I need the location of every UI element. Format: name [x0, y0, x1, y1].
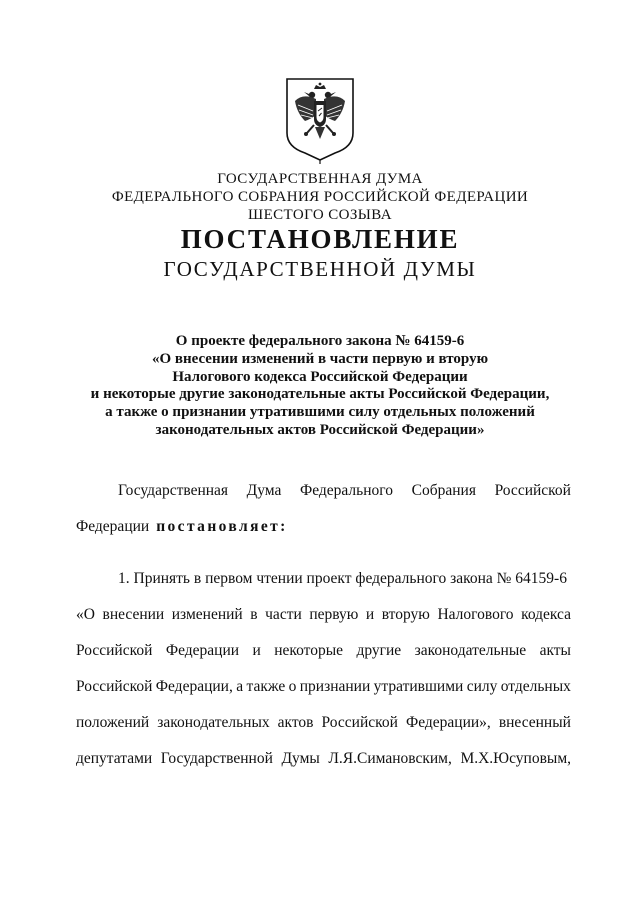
- word: Федерации,: [155, 678, 233, 695]
- word: Думы: [281, 750, 320, 767]
- word: Дума: [246, 482, 282, 499]
- word: Российской: [76, 642, 153, 659]
- word: силу: [466, 678, 498, 695]
- item-1-line-1: [76, 561, 571, 597]
- preamble-line-2: [76, 509, 571, 545]
- item-1-paragraph: [76, 561, 571, 777]
- word: Федерального: [299, 482, 394, 499]
- word: Государственной: [160, 750, 273, 767]
- coat-of-arms-emblem: [283, 75, 357, 165]
- assembly-name-line: ФЕДЕРАЛЬНОГО СОБРАНИЯ РОССИЙСКОЙ ФЕДЕРАЦИИ: [111, 189, 529, 205]
- subject-line: законодательных актов Российской Федерации»: [155, 421, 485, 438]
- word: внесенный: [498, 714, 571, 731]
- word: изменений: [171, 606, 243, 623]
- word: вторую: [381, 606, 430, 623]
- word: признании: [299, 678, 371, 695]
- item-1-line-3: [76, 633, 571, 669]
- subject-line: «О внесении изменений в части первую и вторую: [151, 350, 489, 367]
- word: Л.Я.Симановским,: [328, 750, 452, 767]
- word: Налогового: [437, 606, 514, 623]
- preamble-line-1: [76, 473, 571, 509]
- word: законодательных: [157, 714, 270, 731]
- word: о: [288, 678, 297, 695]
- word: Федерации»,: [405, 714, 491, 731]
- document-subtitle: ГОСУДАРСТВЕННОЙ ДУМЫ: [163, 257, 477, 281]
- word: кодекса: [521, 606, 571, 623]
- preamble-start: Федерации: [76, 518, 150, 535]
- word: Собрания: [411, 482, 476, 499]
- word: Российской: [494, 482, 571, 499]
- word: утратившими: [373, 678, 464, 695]
- word: внесении: [102, 606, 165, 623]
- word: актов: [277, 714, 314, 731]
- item-1-text: 1. Принять в первом чтении проект федерального закона № 64159-6: [118, 570, 567, 587]
- word: депутатами: [76, 750, 153, 767]
- word: Российской: [76, 678, 153, 695]
- subject-line: Налогового кодекса Российской Федерации: [172, 368, 468, 385]
- word: первую: [309, 606, 359, 623]
- subject-line: и некоторые другие законодательные акты Российской Федерации,: [90, 386, 550, 403]
- word: законодательные: [414, 642, 527, 659]
- word: другие: [356, 642, 402, 659]
- word: отдельных: [500, 678, 571, 695]
- word: Государственная: [118, 482, 229, 499]
- word: также: [246, 678, 286, 695]
- word: Российской: [321, 714, 398, 731]
- word: и: [365, 606, 375, 623]
- decree-subject: [0, 333, 640, 440]
- item-1-line-6: [76, 741, 571, 777]
- item-1-line-2: [76, 597, 571, 633]
- convocation-line: ШЕСТОГО СОЗЫВА: [248, 207, 392, 223]
- word: «О: [76, 606, 95, 623]
- item-1-line-5: [76, 705, 571, 741]
- word: положений: [76, 714, 150, 731]
- duma-name-line: ГОСУДАРСТВЕННАЯ ДУМА: [217, 171, 423, 187]
- word: акты: [539, 642, 571, 659]
- document-title: ПОСТАНОВЛЕНИЕ: [180, 224, 460, 254]
- word: а: [236, 678, 244, 695]
- word: и: [252, 642, 261, 659]
- item-1-line-4: [76, 669, 571, 705]
- preamble: [76, 473, 571, 545]
- word: Федерации: [165, 642, 240, 659]
- word: в: [250, 606, 258, 623]
- subject-line: а также о признании утратившими силу отдельных положений: [105, 404, 535, 421]
- decree-keyword: постановляет:: [156, 518, 288, 535]
- subject-line: О проекте федерального закона № 64159-6: [175, 333, 465, 349]
- word: некоторые: [274, 642, 344, 659]
- word: М.Х.Юсуповым,: [460, 750, 571, 767]
- word: части: [265, 606, 302, 623]
